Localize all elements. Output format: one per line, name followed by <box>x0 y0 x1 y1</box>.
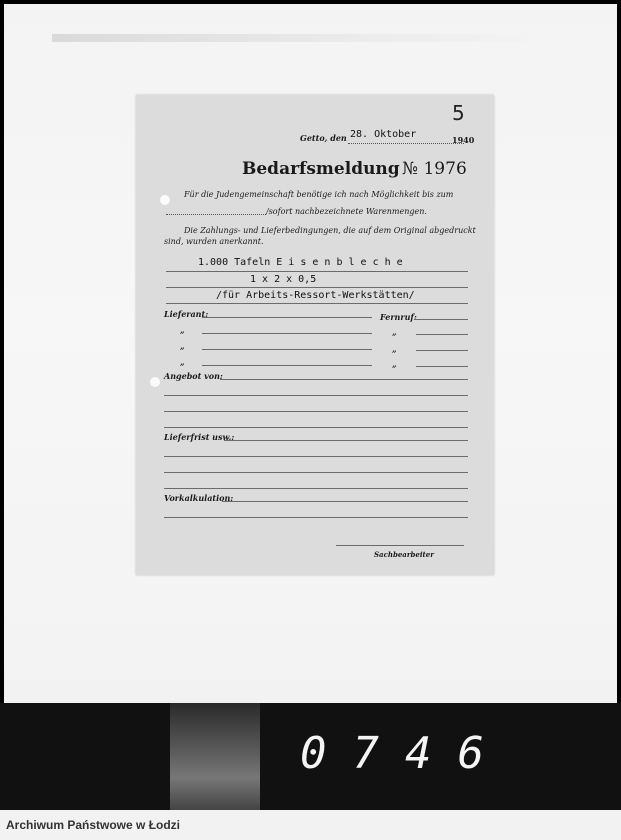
rule <box>202 349 372 350</box>
date-line <box>348 143 464 144</box>
rule <box>416 334 468 335</box>
film-frame-number: 0746 <box>300 728 510 779</box>
rule <box>416 366 468 367</box>
item-line-3: /für Arbeits-Ressort-Werkstätten/ <box>216 290 415 301</box>
form-date: 28. Oktober <box>350 129 417 140</box>
supplier-label: Lieferant: <box>164 309 209 319</box>
signature-line <box>336 545 464 546</box>
form-number: № 1976 <box>402 159 467 179</box>
rule <box>416 350 468 351</box>
rule <box>202 333 372 334</box>
rule <box>164 456 468 457</box>
ditto-mark: „ <box>392 359 397 369</box>
rule <box>166 287 468 288</box>
rule <box>166 303 468 304</box>
ditto-mark: „ <box>180 325 185 335</box>
terms-text-2: sind, wurden anerkannt. <box>164 237 264 246</box>
punch-hole <box>160 195 170 205</box>
ditto-mark: „ <box>392 327 397 337</box>
handwritten-page-number: 5 <box>452 101 465 125</box>
form-title: Bedarfsmeldung <box>242 159 400 179</box>
scan-edge-shadow <box>52 34 562 42</box>
place-label: Getto, den <box>300 133 347 143</box>
rule <box>224 440 468 441</box>
ditto-mark: „ <box>392 344 397 354</box>
rule <box>416 319 468 320</box>
rule <box>166 271 468 272</box>
delivery-label: Lieferfrist usw.: <box>164 432 235 442</box>
form-year: 1940 <box>452 135 475 145</box>
punch-hole <box>150 377 160 387</box>
rule <box>164 395 468 396</box>
film-strip-gradient <box>170 703 260 810</box>
requisition-form <box>136 95 494 575</box>
deadline-line <box>166 214 266 215</box>
archive-name: Archiwum Państwowe w Łodzi <box>6 818 181 832</box>
offer-label: Angebot von: <box>164 371 223 381</box>
rule <box>164 488 468 489</box>
item-line-2: 1 x 2 x 0,5 <box>250 274 317 285</box>
ditto-mark: „ <box>180 341 185 351</box>
item-line-1: 1.000 Tafeln E i s e n b l e c h e <box>198 257 403 268</box>
rule <box>164 411 468 412</box>
rule <box>164 517 468 518</box>
rule <box>220 379 468 380</box>
rule <box>222 501 468 502</box>
phone-label: Fernruf: <box>380 312 417 322</box>
ditto-mark: „ <box>180 357 185 367</box>
rule <box>202 365 372 366</box>
terms-text: Die Zahlungs- und Lieferbedingungen, die auf dem Original abgedruckt <box>184 226 476 235</box>
clerk-label: Sachbearbeiter <box>374 550 434 559</box>
intro-text: Für die Judengemeinschaft benötige ich nach Möglichkeit bis zum <box>184 190 454 199</box>
rule <box>164 427 468 428</box>
rule <box>202 317 372 318</box>
rule <box>164 472 468 473</box>
calc-label: Vorkalkulation: <box>164 493 234 503</box>
intro-text-2: /sofort nachbezeichnete Warenmengen. <box>266 207 427 216</box>
